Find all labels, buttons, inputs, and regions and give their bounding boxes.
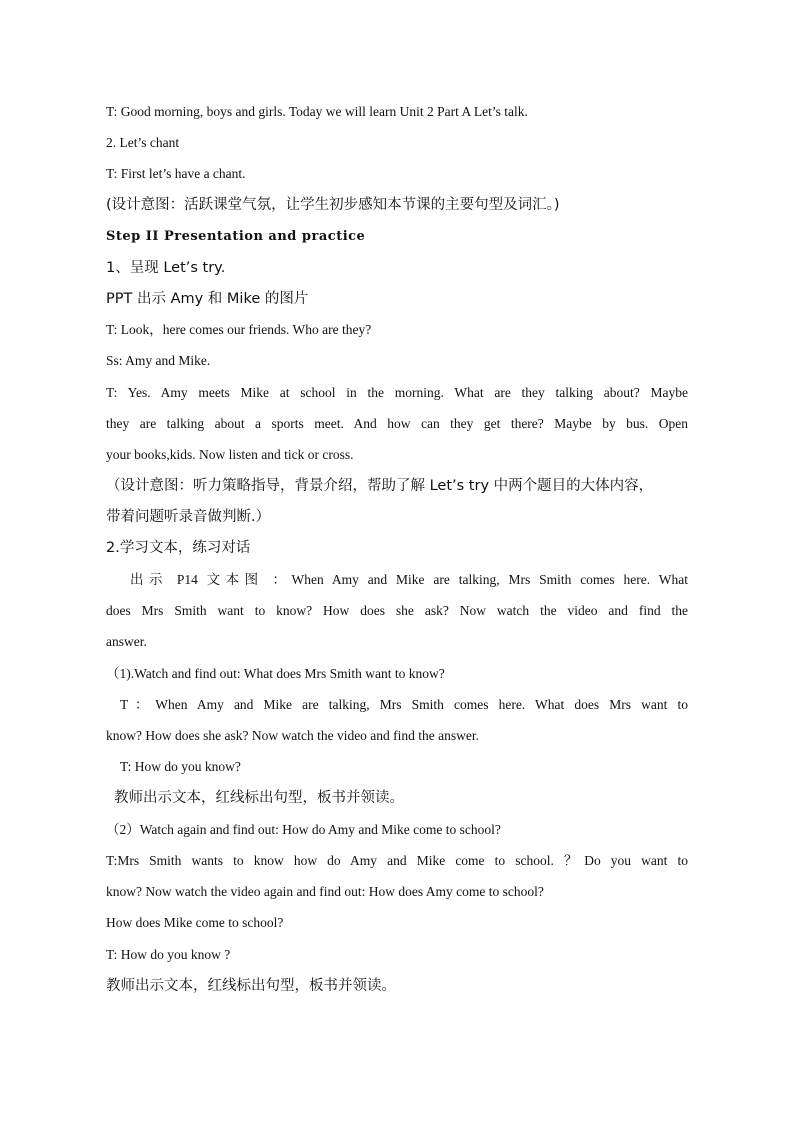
text-line-look: T: Look，here comes our friends. Who are they? xyxy=(106,322,372,337)
text-line-watch-again: （2）Watch again and find out: How do Amy and Mike come to school? xyxy=(106,822,501,837)
text-line-watch-video-again: know? Now watch the video again and find out: How does Amy come to school? xyxy=(106,884,544,899)
text-line-design-intent-1: (设计意图：活跃课堂气氛，让学生初步感知本节课的主要句型及词汇。) xyxy=(106,197,560,213)
text-line-chant: T: First let’s have a chant. xyxy=(106,166,246,181)
text-line-sports-meet: they are talking about a sports meet. And how can they get there? Maybe by bus. Open xyxy=(106,416,688,431)
text-line-mrs-smith-know: does Mrs Smith want to know? How does she ask? Now watch the video and find the xyxy=(106,603,688,618)
text-line-answer: answer. xyxy=(106,634,147,649)
text-line-teacher-shows-1: 教师出示文本，红线标出句型，板书并领读。 xyxy=(114,790,404,806)
text-line-how-do-you-know-1: T: How do you know? xyxy=(120,759,241,774)
text-line-p14: 出示 P14 文本图 ：When Amy and Mike are talking, Mrs Smith comes here. What xyxy=(130,572,688,587)
text-line-how-do-you-know-2: T: How do you know ? xyxy=(106,947,231,962)
text-line-yes-amy: T: Yes. Amy meets Mike at school in the morning. What are they talking about? Maybe xyxy=(106,385,688,400)
text-line-teacher-when-amy: T：When Amy and Mike are talking, Mrs Smith comes here. What does Mrs want to xyxy=(120,697,688,712)
text-line-design-intent-2b: 带着问题听录音做判断.） xyxy=(106,509,271,525)
section-heading-step-2: Step II Presentation and practice xyxy=(106,229,366,244)
text-line-design-intent-2a: （设计意图：听力策略指导，背景介绍，帮助了解 Let’s try 中两个题目的大体内容， xyxy=(106,478,654,494)
text-line-ss-answer: Ss: Amy and Mike. xyxy=(106,353,211,368)
text-line-teacher-shows-2: 教师出示文本，红线标出句型，板书并领读。 xyxy=(106,978,396,994)
text-line-know-how: know? How does she ask? Now watch the video and find the answer. xyxy=(106,728,480,743)
text-line-open-books: your books,kids. Now listen and tick or cross. xyxy=(106,447,354,462)
text-line-chant-heading: 2. Let’s chant xyxy=(106,135,180,150)
text-line-ppt: PPT 出示 Amy 和 Mike 的图片 xyxy=(106,291,309,307)
text-line-watch-find-1: （1).Watch and find out: What does Mrs Smith want to know? xyxy=(106,666,445,681)
text-line-study-text: 2.学习文本，练习对话 xyxy=(106,540,251,556)
text-line-mrs-smith-wants: T:Mrs Smith wants to know how do Amy and Mike come to school. ？Do you want to xyxy=(106,853,688,868)
text-line-how-mike: How does Mike come to school? xyxy=(106,915,284,930)
text-line-greeting: T: Good morning, boys and girls. Today we will learn Unit 2 Part A Let’s talk. xyxy=(106,104,528,119)
text-line-lets-try: 1、呈现 Let’s try. xyxy=(106,260,226,276)
